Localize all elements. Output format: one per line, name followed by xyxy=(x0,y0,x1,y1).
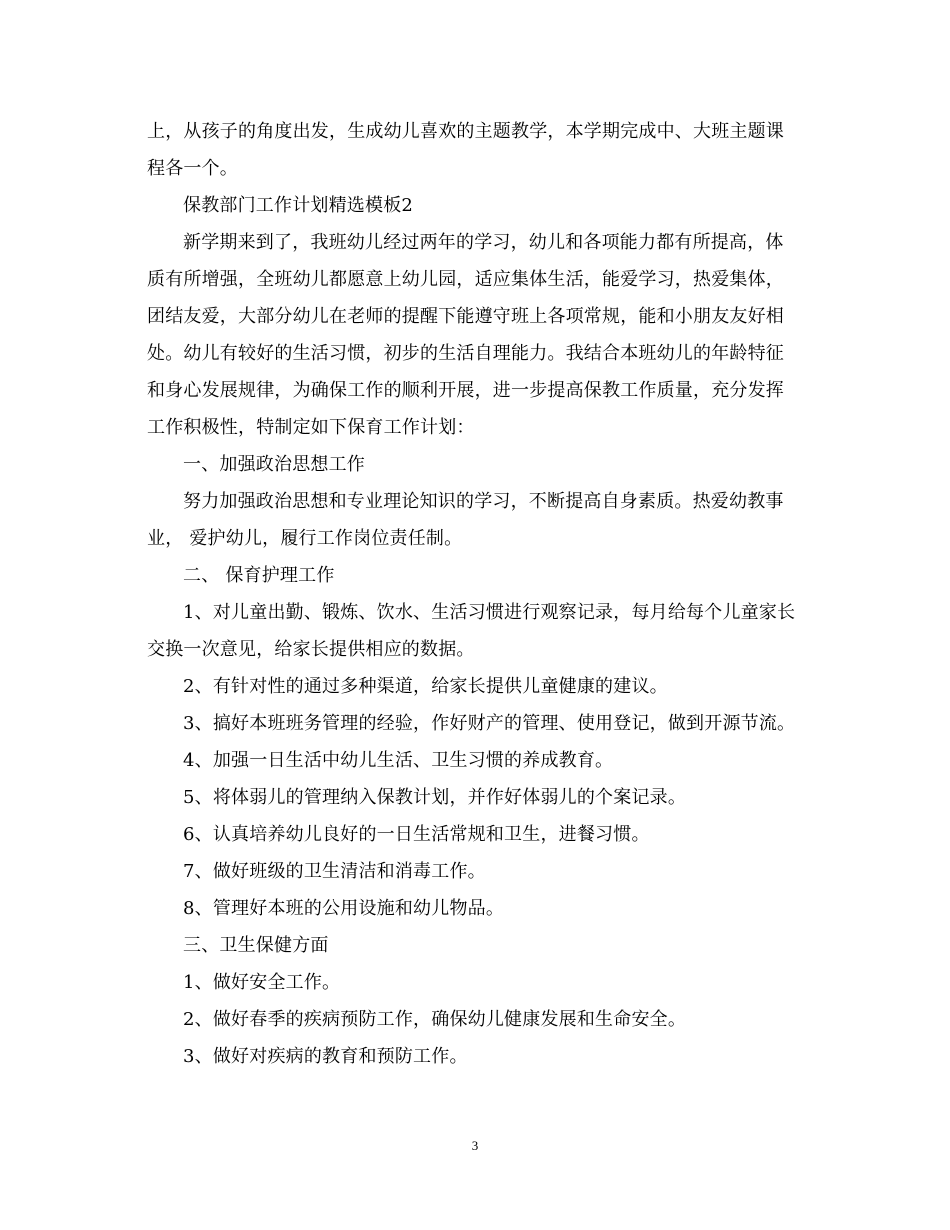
paragraph: 一、加强政治思想工作 xyxy=(183,454,365,475)
paragraph: 上，从孩子的角度出发，生成幼儿喜欢的主题教学，本学期完成中、大班主题课程各一个。 xyxy=(147,121,784,179)
paragraph: 二、 保育护理工作 xyxy=(183,565,335,586)
paragraph: 2、做好春季的疾病预防工作，确保幼儿健康发展和生命安全。 xyxy=(183,1009,687,1030)
paragraph: 努力加强政治思想和专业理论知识的学习，不断提高自身素质。热爱幼教事业， 爱护幼儿，履行工作岗位责任制。 xyxy=(147,491,784,549)
paragraph: 8、管理好本班的公用设施和幼儿物品。 xyxy=(183,898,505,919)
document-body xyxy=(147,113,801,1075)
paragraph: 7、做好班级的卫生清洁和消毒工作。 xyxy=(183,861,486,882)
paragraph: 5、将体弱儿的管理纳入保教计划，并作好体弱儿的个案记录。 xyxy=(183,787,687,808)
paragraph: 新学期来到了，我班幼儿经过两年的学习，幼儿和各项能力都有所提高，体质有所增强，全班幼儿都愿意上幼儿园，适应集体生活，能爱学习，热爱集体，团结友爱，大部分幼儿在老师的提醒下能遵守班上各项常规，能和小朋友友好相处。幼儿有较好的生活习惯，初步的生活自理能力。我结合本班幼儿的年龄特征和身心发展规律，为确保工作的顺利开展，进一步提高保教工作质量，充分发挥工作积极性，特制定如下保育工作计划： xyxy=(147,232,784,438)
paragraph: 1、对儿童出勤、锻炼、饮水、生活习惯进行观察记录，每月给每个儿童家长交换一次意见，给家长提供相应的数据。 xyxy=(147,602,796,660)
paragraph: 2、有针对性的通过多种渠道，给家长提供儿童健康的建议。 xyxy=(183,676,668,697)
paragraph: 1、做好安全工作。 xyxy=(183,972,341,993)
paragraph: 3、搞好本班班务管理的经验，作好财产的管理、使用登记，做到开源节流。 xyxy=(183,713,796,734)
paragraph: 6、认真培养幼儿良好的一日生活常规和卫生，进餐习惯。 xyxy=(183,824,650,845)
page-number: 3 xyxy=(471,1138,479,1153)
paragraph: 保教部门工作计划精选模板2 xyxy=(183,195,414,216)
paragraph: 4、加强一日生活中幼儿生活、卫生习惯的养成教育。 xyxy=(183,750,614,771)
paragraph: 三、卫生保健方面 xyxy=(183,935,329,956)
paragraph: 3、做好对疾病的教育和预防工作。 xyxy=(183,1046,468,1067)
